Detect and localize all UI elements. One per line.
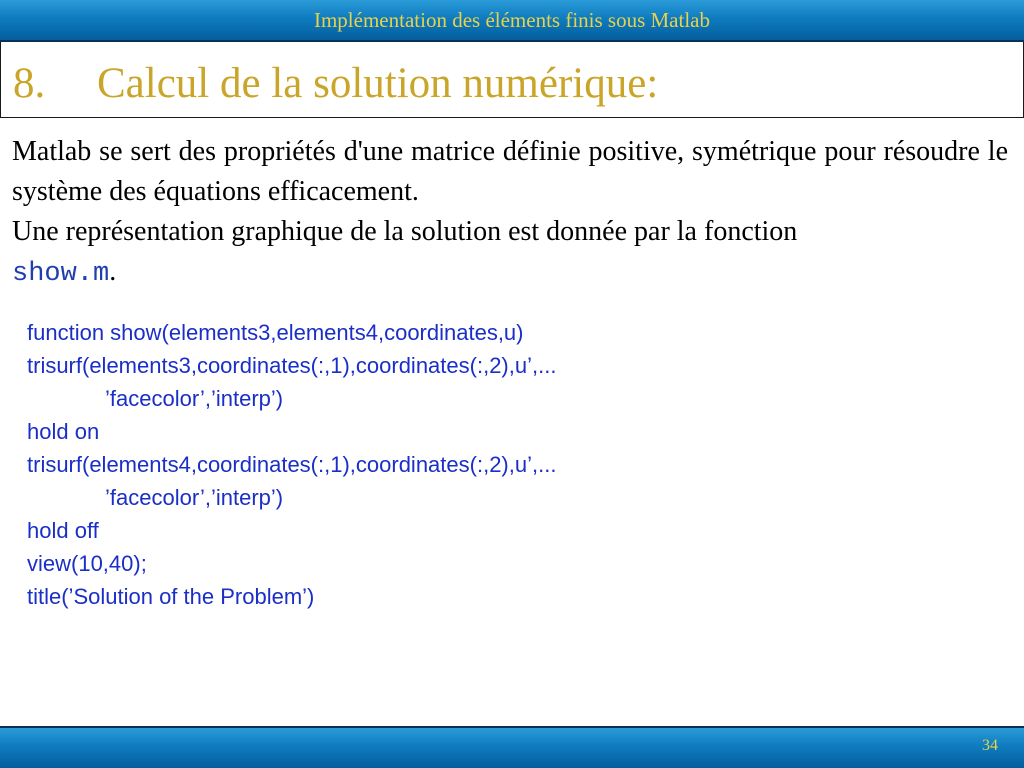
slide-body <box>12 132 1008 294</box>
code-line: trisurf(elements3,coordinates(:,1),coordinates(:,2),u’,... <box>27 353 557 378</box>
code-line: ’facecolor’,’interp’) <box>105 485 284 510</box>
code-line: function show(elements3,elements4,coordinates,u) <box>27 320 524 345</box>
slide-heading-box <box>0 42 1024 118</box>
code-line: ’facecolor’,’interp’) <box>105 386 284 411</box>
code-line: hold off <box>27 518 99 543</box>
code-listing <box>27 316 987 613</box>
body-paragraph-2-tail <box>12 252 1008 294</box>
code-line: title(’Solution of the Problem’) <box>27 584 315 609</box>
presentation-title: Implémentation des éléments finis sous Matlab <box>313 8 710 32</box>
code-line: view(10,40); <box>27 551 147 576</box>
slide-title: Calcul de la solution numérique: <box>97 60 659 107</box>
function-name: show.m <box>12 259 110 289</box>
paragraph-period: . <box>109 256 117 287</box>
bottom-banner <box>0 726 1024 768</box>
body-paragraph-2-text: Une représentation graphique de la solution est donnée par la fonction <box>12 216 798 247</box>
heading-number: 8. <box>13 60 46 107</box>
code-line: trisurf(elements4,coordinates(:,1),coordinates(:,2),u’,... <box>27 452 557 477</box>
body-paragraph-1: Matlab se sert des propriétés d'une matrice définie positive, symétrique pour résoudre le système des équations efficacement. <box>12 136 1008 207</box>
body-paragraph-2 <box>12 212 1008 252</box>
top-banner <box>0 0 1024 42</box>
page-number: 34 <box>982 737 998 754</box>
code-line: hold on <box>27 419 100 444</box>
